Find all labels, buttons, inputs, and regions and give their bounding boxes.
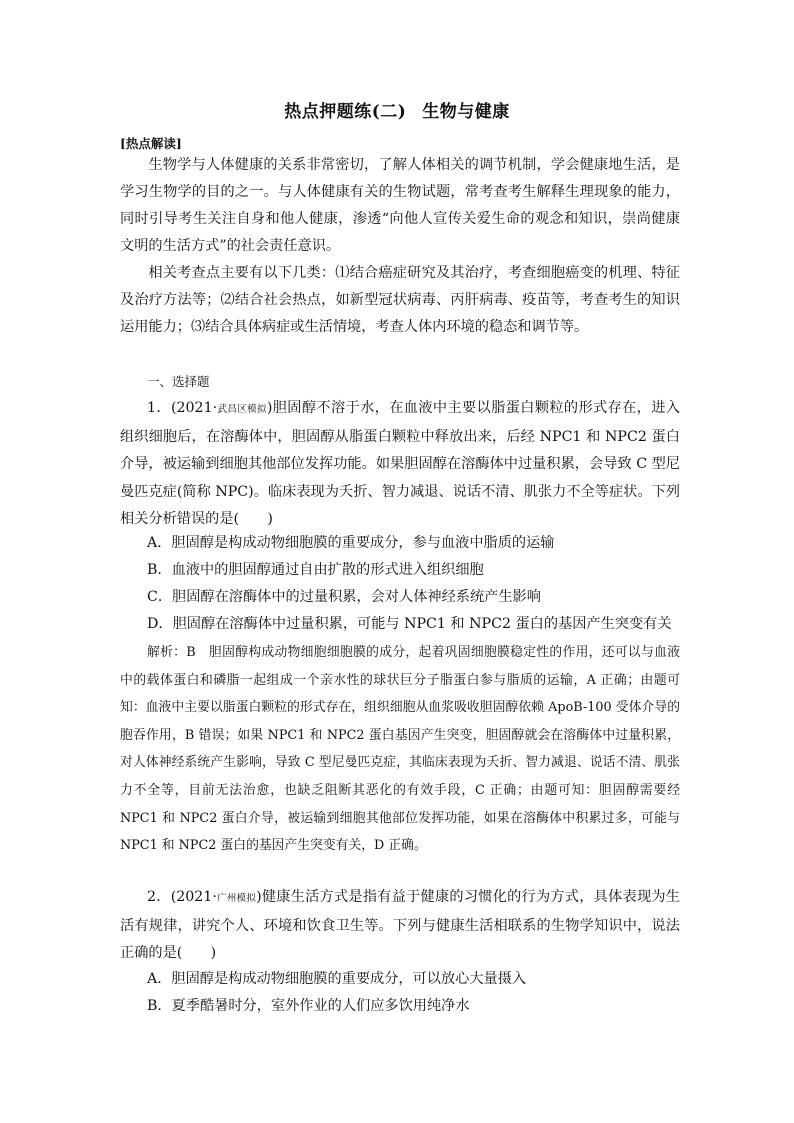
section-tag: [热点解读] bbox=[120, 136, 182, 151]
question-1-number: 1．(2021· bbox=[147, 400, 218, 416]
question-2-number: 2．(2021· bbox=[147, 889, 217, 905]
title-main: 热点押题练(二) bbox=[284, 102, 407, 122]
question-1-option-d: D．胆固醇在溶酶体中过量积累，可能与 NPC1 和 NPC2 蛋白的基因产生突变有关 bbox=[147, 616, 672, 632]
question-1-option-c: C．胆固醇在溶酶体中的过量积累，会对人体神经系统产生影响 bbox=[147, 589, 541, 605]
question-2-option-b: B．夏季酷暑时分，室外作业的人们应多饮用纯净水 bbox=[147, 998, 470, 1014]
page-title bbox=[0, 97, 794, 122]
section-heading: 一、选择题 bbox=[147, 374, 210, 389]
question-2-stem: )健康生活方式是指有益于健康的习惯化的行为方式，具体表现为生活有规律，讲究个人、环境和饮食卫生等。下列与健康生活相联系的生物学知识中，说法正确的是( ) bbox=[120, 889, 680, 961]
intro-paragraph-2: 相关考查点主要有以下几类：⑴结合癌症研究及其治疗，考查细胞癌变的机理、特征及治疗方法等；⑵结合社会热点，如新型冠状病毒、丙肝病毒、疫苗等，考查考生的知识运用能力；⑶结合具体病症或生活情境，考查人体内环境的稳态和调节等。 bbox=[120, 265, 680, 335]
question-2 bbox=[120, 884, 680, 968]
intro-paragraph-1: 生物学与人体健康的关系非常密切，了解人体相关的调节机制，学会健康地生活，是学习生物学的目的之一。与人体健康有关的生物试题，常考查考生解释生理现象的能力，同时引导考生关注自身和他人健康，渗透“向他人宣传关爱生命的观念和知识，崇尚健康文明的生活方式”的社会责任意识。 bbox=[120, 157, 680, 254]
question-2-option-a: A．胆固醇是构成动物细胞膜的重要成分，可以放心大量摄入 bbox=[147, 971, 527, 987]
question-1-option-b: B．血液中的胆固醇通过自由扩散的形式进入组织细胞 bbox=[147, 562, 484, 578]
question-2-source: 广州模拟 bbox=[216, 893, 257, 904]
question-1-analysis: 解析：B 胆固醇构成动物细胞细胞膜的成分，起着巩固细胞膜稳定性的作用，还可以与血液中的载体蛋白和磷脂一起组成一个亲水性的球状巨分子脂蛋白参与脂质的运输，A 正确；由题可知：血液中主要以脂蛋白颗粒的形式存在，组织细胞从血浆吸收胆固醇依赖 ApoB-100 受体介导的胞吞作用，B 错误；如果 NPC1 和 NPC2 蛋白基因产生突变，胆固醇就会在溶酶体中过量积累，对人体神经系统产生影响，导致 C 型尼曼匹克症，其临床表现为夭折、智力减退、说话不清、肌张力不全等，目前无法治愈，也缺乏阻断其恶化的有效手段，C 正确；由题可知：胆固醇需要经 NPC1 和 NPC2 蛋白介导，被运输到细胞其他部位发挥功能，如果在溶酶体中积累过多，可能与 NPC1 和 NPC2 蛋白的基因产生突变有关，D 正确。 bbox=[120, 645, 680, 854]
title-sub: 生物与健康 bbox=[422, 102, 510, 122]
question-1-source: 武昌区模拟 bbox=[217, 404, 267, 415]
question-1-stem: )胆固醇不溶于水，在血液中主要以脂蛋白颗粒的形式存在，进入组织细胞后，在溶酶体中，胆固醇从脂蛋白颗粒中释放出来，后经 NPC1 和 NPC2 蛋白介导，被运输到细胞其他部位发挥功能。如果胆固醇在溶酶体中过量积累，会导致 C 型尼曼匹克症(简称 NPC)。临床表现为夭折、智力减退、说话不清、肌张力不全等症状。下列相关分析错误的是( ) bbox=[120, 400, 680, 527]
question-1 bbox=[120, 395, 680, 534]
question-1-option-a: A．胆固醇是构成动物细胞膜的重要成分，参与血液中脂质的运输 bbox=[147, 535, 555, 551]
